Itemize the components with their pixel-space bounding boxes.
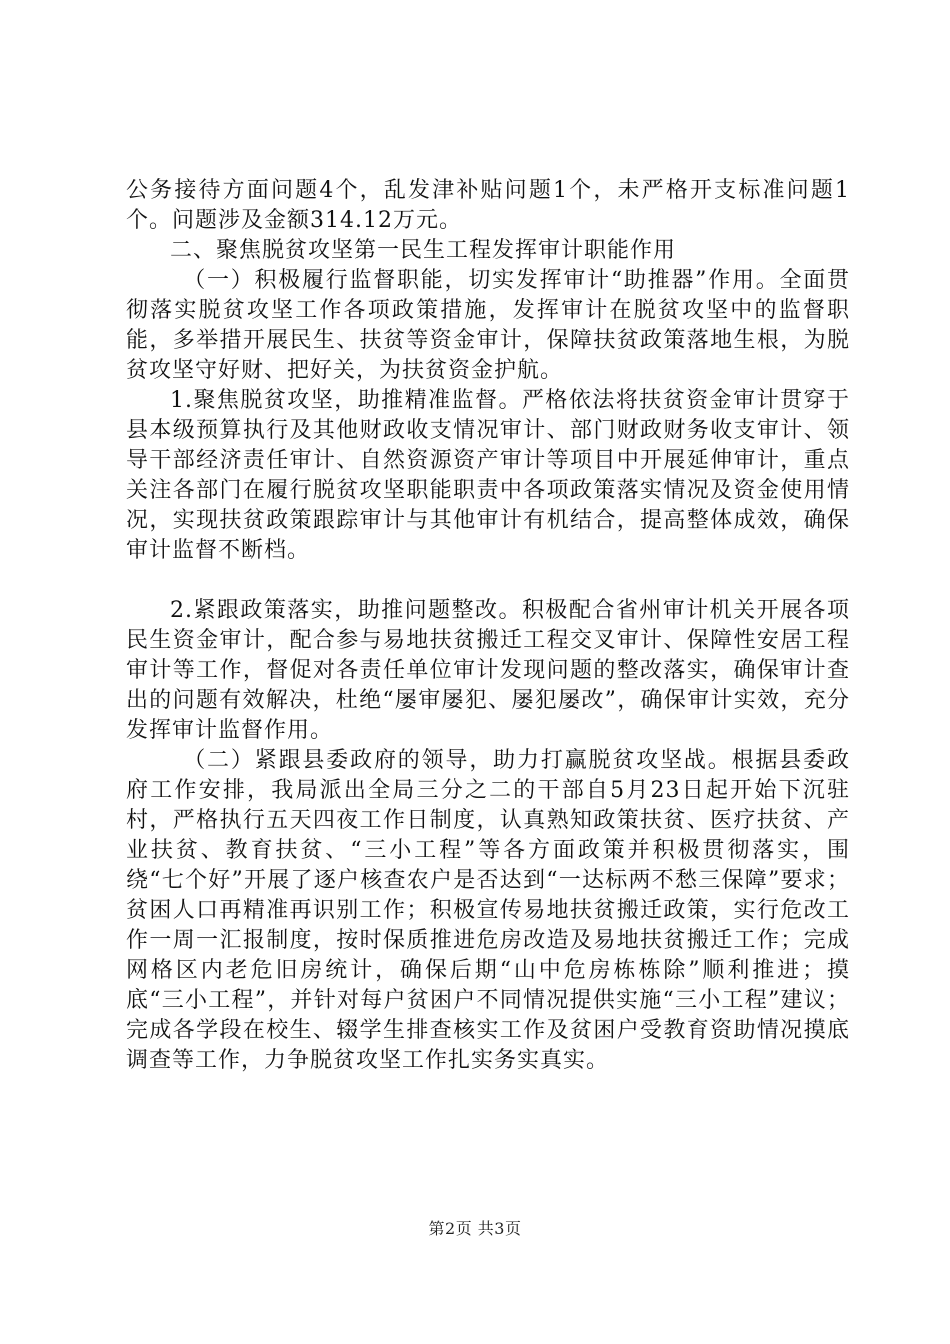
paragraph-item-1: 1.聚焦脱贫攻坚，助推精准监督。严格依法将扶贫资金审计贯穿于县本级预算执行及其他财政收支情况审计、部门财政财务收支审计、领导干部经济责任审计、自然资源资产审计等项目中开展延伸审计，重点关注各部门在履行脱贫攻坚职能职责中各项政策落实情况及资金使用情况，实现扶贫政策跟踪审计与其他审计有机结合，提高整体成效，确保审计监督不断档。 [126, 388, 850, 563]
paragraph-subsection-2: （二）紧跟县委政府的领导，助力打赢脱贫攻坚战。根据县委政府工作安排，我局派出全局三分之二的干部自5月23日起开始下沉驻村，严格执行五天四夜工作日制度，认真熟知政策扶贫、医疗扶贫、产业扶贫、教育扶贫、“三小工程”等各方面政策并积极贯彻落实，围绕“七个好”开展了逐户核查农户是否达到“一达标两不愁三保障”要求；贫困人口再精准再识别工作；积极宣传易地扶贫搬迁政策，实行危改工作一周一汇报制度，按时保质推进危房改造及易地扶贫搬迁工作；完成网格区内老危旧房统计，确保后期“山中危房栋栋除”顺利推进；摸底“三小工程”，并针对每户贫困户不同情况提供实施“三小工程”建议；完成各学段在校生、辍学生排查核实工作及贫困户受教育资助情况摸底调查等工作，力争脱贫攻坚工作扎实务实真实。 [126, 748, 850, 1073]
page-footer: 第2页 共3页 [428, 1219, 522, 1238]
paragraph-summary: 公务接待方面问题4个，乱发津补贴问题1个，未严格开支标准问题1个。问题涉及金额314.12万元。 [126, 178, 850, 233]
section-heading-2: 二、聚焦脱贫攻坚第一民生工程发挥审计职能作用 [170, 238, 677, 263]
document-body [126, 176, 850, 1076]
paragraph-subsection-1: （一）积极履行监督职能，切实发挥审计“助推器”作用。全面贯彻落实脱贫攻坚工作各项政策措施，发挥审计在脱贫攻坚中的监督职能，多举措开展民生、扶贫等资金审计，保障扶贫政策落地生根，为脱贫攻坚守好财、把好关，为扶贫资金护航。 [126, 268, 850, 383]
paragraph-item-2: 2.紧跟政策落实，助推问题整改。积极配合省州审计机关开展各项民生资金审计，配合参与易地扶贫搬迁工程交叉审计、保障性安居工程审计等工作，督促对各责任单位审计发现问题的整改落实，确保审计查出的问题有效解决，杜绝“屡审屡犯、屡犯屡改”，确保审计实效，充分发挥审计监督作用。 [126, 598, 850, 743]
